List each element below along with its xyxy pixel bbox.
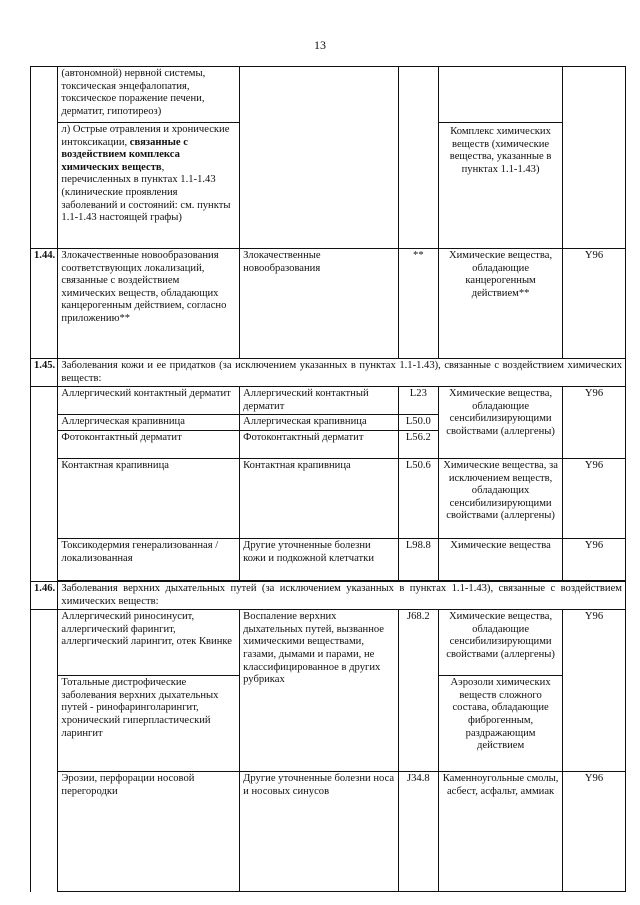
synonym: Другие уточненные болезни носа и носовых синусов	[240, 772, 398, 892]
diseases-table	[30, 66, 626, 892]
external-cause-code: Y96	[563, 538, 626, 580]
external-cause-code: Y96	[563, 249, 626, 359]
code-cell-empty	[398, 67, 439, 249]
row-number: 1.46.	[31, 581, 58, 609]
icd-code: L23	[398, 387, 439, 415]
external-cause-code: Y96	[563, 458, 626, 538]
row-number: 1.45.	[31, 359, 58, 387]
num-cell-empty	[31, 67, 58, 249]
disease-name: Злокачественные новообразования соответствующих локализаций, связанные с воздействием химических веществ, обладающих канцерогенным действием, согласно приложению**	[58, 249, 240, 359]
agent: Химические вещества	[439, 538, 563, 580]
agent: Химические вещества, за исключением веществ, обладающих сенсибилизирующими свойствами (аллергены)	[439, 458, 563, 538]
page-number: 13	[314, 38, 326, 52]
ext-cell-empty	[563, 67, 626, 249]
agent: Химические вещества, обладающие сенсибилизирующими свойствами (аллергены)	[439, 387, 563, 459]
agent-complex-text: Комплекс химических веществ (химические вещества, указанные в пунктах 1.1-1.43)	[449, 126, 552, 175]
item-l-suffix: , перечисленных в пунктах 1.1-1.43 (клинические проявления заболеваний и состояний: см. пункты 1.1-1.43 настоящей графы)	[61, 161, 231, 224]
agent: Химические вещества, обладающие канцерогенным действием**	[439, 249, 563, 359]
icd-code: J34.8	[398, 772, 439, 892]
agent: Химические вещества, обладающие сенсибилизирующими свойствами (аллергены)	[439, 610, 563, 676]
item-l-prefix: л) Острые отравления и хронические интоксикации,	[61, 124, 230, 148]
num-cell-empty	[31, 610, 58, 892]
item-l-bold: связанные с воздействием комплекса химических веществ	[61, 136, 188, 173]
synonym: Аллергическая крапивница	[240, 415, 398, 431]
section-title: Заболевания кожи и ее придатков (за исключением указанных в пунктах 1.1-1.43), связанные с воздействием химических веществ:	[58, 359, 626, 387]
icd-code: L50.6	[398, 458, 439, 538]
external-cause-code: Y96	[563, 387, 626, 459]
agent: Каменноугольные смолы, асбест, асфальт, аммиак	[439, 772, 563, 892]
synonym: Другие уточненные болезни кожи и подкожной клетчатки	[240, 538, 398, 580]
num-cell-empty	[31, 387, 58, 582]
disease-name: Токсикодермия генерализованная /локализованная	[58, 538, 240, 580]
synonym: Аллергический контактный дерматит	[240, 387, 398, 415]
agent-complex	[439, 123, 563, 249]
external-cause-code: Y96	[563, 610, 626, 772]
disease-name: Эрозии, перфорации носовой перегородки	[58, 772, 240, 892]
disease-name: Аллергический контактный дерматит	[58, 387, 240, 415]
icd-code: L56.2	[398, 430, 439, 458]
disease-name: Аллергический риносинусит, аллергический фарингит, аллергический ларингит, отек Квинке	[58, 610, 240, 676]
disease-tail: (автономной) нервной системы, токсическая энцефалопатия, токсическое поражение печени, дерматит, гипотиреоз)	[58, 67, 240, 123]
row-number: 1.44.	[31, 249, 58, 359]
item-l	[58, 123, 240, 249]
icd-code: L98.8	[398, 538, 439, 580]
synonym: Злокачественные новообразования	[240, 249, 398, 359]
agent: Аэрозоли химических веществ сложного состава, обладающие фиброгенным, раздражающим действием	[439, 676, 563, 772]
synonym: Воспаление верхних дыхательных путей, вызванное химическими веществами, газами, дымами и парами, не классифицированное в других рубриках	[240, 610, 398, 772]
disease-name: Фотоконтактный дерматит	[58, 430, 240, 458]
disease-name: Аллергическая крапивница	[58, 415, 240, 431]
agent-cell-empty	[439, 67, 563, 123]
section-title: Заболевания верхних дыхательных путей (за исключением указанных в пунктах 1.1-1.43), связанные с воздействием химических веществ:	[58, 581, 626, 609]
icd-code: **	[398, 249, 439, 359]
synonym-cell-empty	[240, 67, 398, 249]
icd-code: J68.2	[398, 610, 439, 772]
disease-name: Контактная крапивница	[58, 458, 240, 538]
external-cause-code: Y96	[563, 772, 626, 892]
synonym: Фотоконтактный дерматит	[240, 430, 398, 458]
disease-name: Тотальные дистрофические заболевания верхних дыхательных путей - ринофаринголарингит, хронический гиперпластический ларингит	[58, 676, 240, 772]
icd-code: L50.0	[398, 415, 439, 431]
synonym: Контактная крапивница	[240, 458, 398, 538]
